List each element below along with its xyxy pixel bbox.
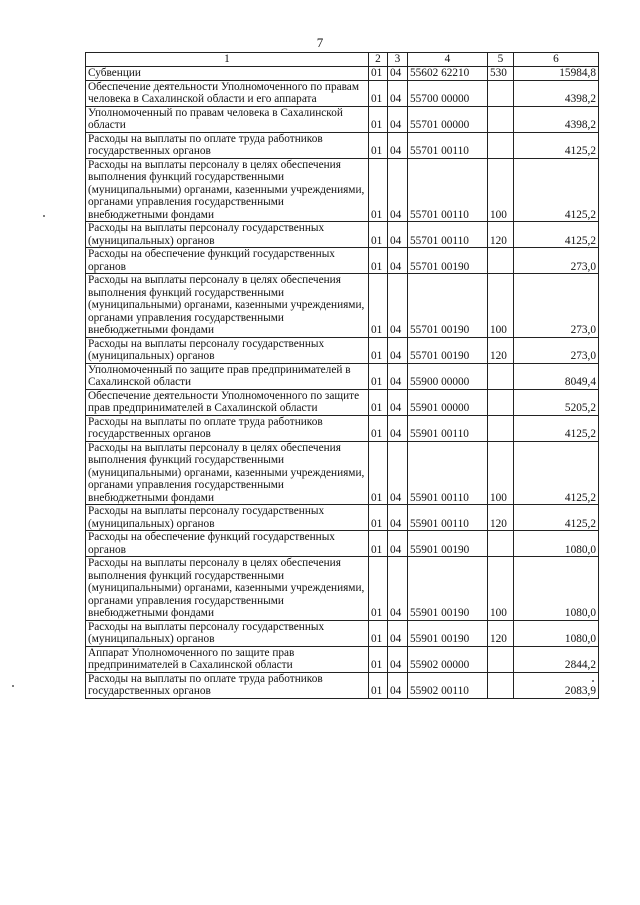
row-section-code: 01 bbox=[369, 132, 388, 158]
row-expense-type-code bbox=[488, 531, 514, 557]
row-subsection-code: 04 bbox=[388, 389, 408, 415]
table-row bbox=[86, 531, 599, 557]
row-expense-type-code bbox=[488, 106, 514, 132]
row-section-code: 01 bbox=[369, 505, 388, 531]
row-name: Обеспечение деятельности Уполномоченного по правам человека в Сахалинской области и его аппарата bbox=[86, 80, 369, 106]
row-subsection-code: 04 bbox=[388, 222, 408, 248]
table-row bbox=[86, 646, 599, 672]
row-target-code: 55701 00190 bbox=[408, 337, 488, 363]
row-amount: 4125,2 bbox=[514, 158, 599, 222]
table-row bbox=[86, 672, 599, 698]
row-name: Уполномоченный по защите прав предпринимателей в Сахалинской области bbox=[86, 363, 369, 389]
column-header: 4 bbox=[408, 53, 488, 67]
row-name: Расходы на выплаты персоналу государственных (муниципальных) органов bbox=[86, 222, 369, 248]
row-target-code: 55701 00190 bbox=[408, 248, 488, 274]
row-amount: 273,0 bbox=[514, 248, 599, 274]
row-name: Расходы на выплаты персоналу государственных (муниципальных) органов bbox=[86, 620, 369, 646]
row-section-code: 01 bbox=[369, 158, 388, 222]
row-amount: 273,0 bbox=[514, 337, 599, 363]
row-section-code: 01 bbox=[369, 557, 388, 621]
row-section-code: 01 bbox=[369, 363, 388, 389]
table-row bbox=[86, 132, 599, 158]
row-target-code: 55901 00110 bbox=[408, 505, 488, 531]
row-target-code: 55901 00190 bbox=[408, 620, 488, 646]
column-header: 2 bbox=[369, 53, 388, 67]
row-subsection-code: 04 bbox=[388, 646, 408, 672]
row-subsection-code: 04 bbox=[388, 248, 408, 274]
row-section-code: 01 bbox=[369, 222, 388, 248]
row-section-code: 01 bbox=[369, 441, 388, 505]
row-amount: 15984,8 bbox=[514, 67, 599, 81]
row-target-code: 55602 62210 bbox=[408, 67, 488, 81]
row-name: Расходы на выплаты персоналу государственных (муниципальных) органов bbox=[86, 337, 369, 363]
row-target-code: 55701 00190 bbox=[408, 274, 488, 338]
row-target-code: 55902 00000 bbox=[408, 646, 488, 672]
row-subsection-code: 04 bbox=[388, 363, 408, 389]
column-header: 5 bbox=[488, 53, 514, 67]
row-section-code: 01 bbox=[369, 672, 388, 698]
row-section-code: 01 bbox=[369, 67, 388, 81]
row-expense-type-code: 120 bbox=[488, 505, 514, 531]
scan-speck bbox=[592, 680, 594, 682]
row-section-code: 01 bbox=[369, 80, 388, 106]
table-row bbox=[86, 248, 599, 274]
row-amount: 273,0 bbox=[514, 274, 599, 338]
row-name: Расходы на выплаты по оплате труда работников государственных органов bbox=[86, 415, 369, 441]
row-section-code: 01 bbox=[369, 415, 388, 441]
row-expense-type-code: 100 bbox=[488, 274, 514, 338]
row-expense-type-code bbox=[488, 672, 514, 698]
row-expense-type-code bbox=[488, 389, 514, 415]
scan-speck bbox=[12, 685, 14, 687]
row-target-code: 55901 00190 bbox=[408, 557, 488, 621]
row-expense-type-code bbox=[488, 248, 514, 274]
row-target-code: 55901 00110 bbox=[408, 415, 488, 441]
row-expense-type-code bbox=[488, 415, 514, 441]
row-target-code: 55900 00000 bbox=[408, 363, 488, 389]
row-subsection-code: 04 bbox=[388, 132, 408, 158]
table-body bbox=[86, 67, 599, 699]
row-subsection-code: 04 bbox=[388, 620, 408, 646]
row-section-code: 01 bbox=[369, 646, 388, 672]
row-expense-type-code: 120 bbox=[488, 222, 514, 248]
row-subsection-code: 04 bbox=[388, 672, 408, 698]
row-expense-type-code: 120 bbox=[488, 337, 514, 363]
column-header: 1 bbox=[86, 53, 369, 67]
row-name: Расходы на выплаты персоналу в целях обеспечения выполнения функций государственными (муниципальными) органами, казенными учреждениями, органами управления государственными внебюджетными фондами bbox=[86, 158, 369, 222]
row-amount: 2844,2 bbox=[514, 646, 599, 672]
row-amount: 4125,2 bbox=[514, 222, 599, 248]
row-expense-type-code bbox=[488, 363, 514, 389]
row-amount: 4398,2 bbox=[514, 106, 599, 132]
row-name: Расходы на выплаты по оплате труда работников государственных органов bbox=[86, 132, 369, 158]
row-subsection-code: 04 bbox=[388, 557, 408, 621]
table-row bbox=[86, 389, 599, 415]
row-name: Расходы на обеспечение функций государственных органов bbox=[86, 248, 369, 274]
table-header bbox=[86, 53, 599, 67]
row-subsection-code: 04 bbox=[388, 274, 408, 338]
table-row bbox=[86, 337, 599, 363]
column-header: 3 bbox=[388, 53, 408, 67]
row-target-code: 55700 00000 bbox=[408, 80, 488, 106]
row-amount: 8049,4 bbox=[514, 363, 599, 389]
row-subsection-code: 04 bbox=[388, 415, 408, 441]
row-amount: 4125,2 bbox=[514, 415, 599, 441]
row-target-code: 55902 00110 bbox=[408, 672, 488, 698]
row-section-code: 01 bbox=[369, 620, 388, 646]
column-header: 6 bbox=[514, 53, 599, 67]
row-expense-type-code: 530 bbox=[488, 67, 514, 81]
row-target-code: 55701 00110 bbox=[408, 132, 488, 158]
row-name: Расходы на обеспечение функций государственных органов bbox=[86, 531, 369, 557]
row-subsection-code: 04 bbox=[388, 106, 408, 132]
row-name: Уполномоченный по правам человека в Сахалинской области bbox=[86, 106, 369, 132]
row-amount: 5205,2 bbox=[514, 389, 599, 415]
row-expense-type-code bbox=[488, 646, 514, 672]
row-target-code: 55701 00110 bbox=[408, 158, 488, 222]
table-row bbox=[86, 67, 599, 81]
row-section-code: 01 bbox=[369, 531, 388, 557]
row-subsection-code: 04 bbox=[388, 505, 408, 531]
row-amount: 4125,2 bbox=[514, 505, 599, 531]
row-name: Расходы на выплаты персоналу в целях обеспечения выполнения функций государственными (муниципальными) органами, казенными учреждениями, органами управления государственными внебюджетными фондами bbox=[86, 274, 369, 338]
row-name: Обеспечение деятельности Уполномоченного по защите прав предпринимателей в Сахалинской области bbox=[86, 389, 369, 415]
row-name: Субвенции bbox=[86, 67, 369, 81]
row-amount: 2083,9 bbox=[514, 672, 599, 698]
table-row bbox=[86, 222, 599, 248]
row-name: Аппарат Уполномоченного по защите прав предпринимателей в Сахалинской области bbox=[86, 646, 369, 672]
table-row bbox=[86, 80, 599, 106]
row-name: Расходы на выплаты персоналу государственных (муниципальных) органов bbox=[86, 505, 369, 531]
row-name: Расходы на выплаты персоналу в целях обеспечения выполнения функций государственными (муниципальными) органами, казенными учреждениями, органами управления государственными внебюджетными фондами bbox=[86, 557, 369, 621]
row-amount: 4125,2 bbox=[514, 132, 599, 158]
budget-table bbox=[85, 52, 599, 699]
table-row bbox=[86, 415, 599, 441]
row-amount: 1080,0 bbox=[514, 557, 599, 621]
row-target-code: 55901 00000 bbox=[408, 389, 488, 415]
page-number: 7 bbox=[316, 35, 324, 50]
table-row bbox=[86, 441, 599, 505]
table-row bbox=[86, 620, 599, 646]
row-name: Расходы на выплаты персоналу в целях обеспечения выполнения функций государственными (муниципальными) органами, казенными учреждениями, органами управления государственными внебюджетными фондами bbox=[86, 441, 369, 505]
row-subsection-code: 04 bbox=[388, 531, 408, 557]
row-subsection-code: 04 bbox=[388, 337, 408, 363]
table-row bbox=[86, 158, 599, 222]
row-expense-type-code: 100 bbox=[488, 158, 514, 222]
row-target-code: 55901 00110 bbox=[408, 441, 488, 505]
row-section-code: 01 bbox=[369, 248, 388, 274]
row-expense-type-code: 120 bbox=[488, 620, 514, 646]
row-target-code: 55901 00190 bbox=[408, 531, 488, 557]
table-row bbox=[86, 274, 599, 338]
row-subsection-code: 04 bbox=[388, 158, 408, 222]
row-subsection-code: 04 bbox=[388, 67, 408, 81]
table-row bbox=[86, 557, 599, 621]
row-name: Расходы на выплаты по оплате труда работников государственных органов bbox=[86, 672, 369, 698]
row-amount: 1080,0 bbox=[514, 620, 599, 646]
row-expense-type-code bbox=[488, 132, 514, 158]
row-section-code: 01 bbox=[369, 389, 388, 415]
row-subsection-code: 04 bbox=[388, 441, 408, 505]
row-target-code: 55701 00000 bbox=[408, 106, 488, 132]
table-row bbox=[86, 106, 599, 132]
header-row bbox=[86, 53, 599, 67]
row-target-code: 55701 00110 bbox=[408, 222, 488, 248]
row-section-code: 01 bbox=[369, 274, 388, 338]
table-row bbox=[86, 363, 599, 389]
row-expense-type-code: 100 bbox=[488, 441, 514, 505]
scan-speck bbox=[43, 215, 45, 217]
row-amount: 4398,2 bbox=[514, 80, 599, 106]
row-section-code: 01 bbox=[369, 106, 388, 132]
row-section-code: 01 bbox=[369, 337, 388, 363]
table-row bbox=[86, 505, 599, 531]
row-amount: 1080,0 bbox=[514, 531, 599, 557]
row-expense-type-code: 100 bbox=[488, 557, 514, 621]
row-expense-type-code bbox=[488, 80, 514, 106]
row-subsection-code: 04 bbox=[388, 80, 408, 106]
row-amount: 4125,2 bbox=[514, 441, 599, 505]
